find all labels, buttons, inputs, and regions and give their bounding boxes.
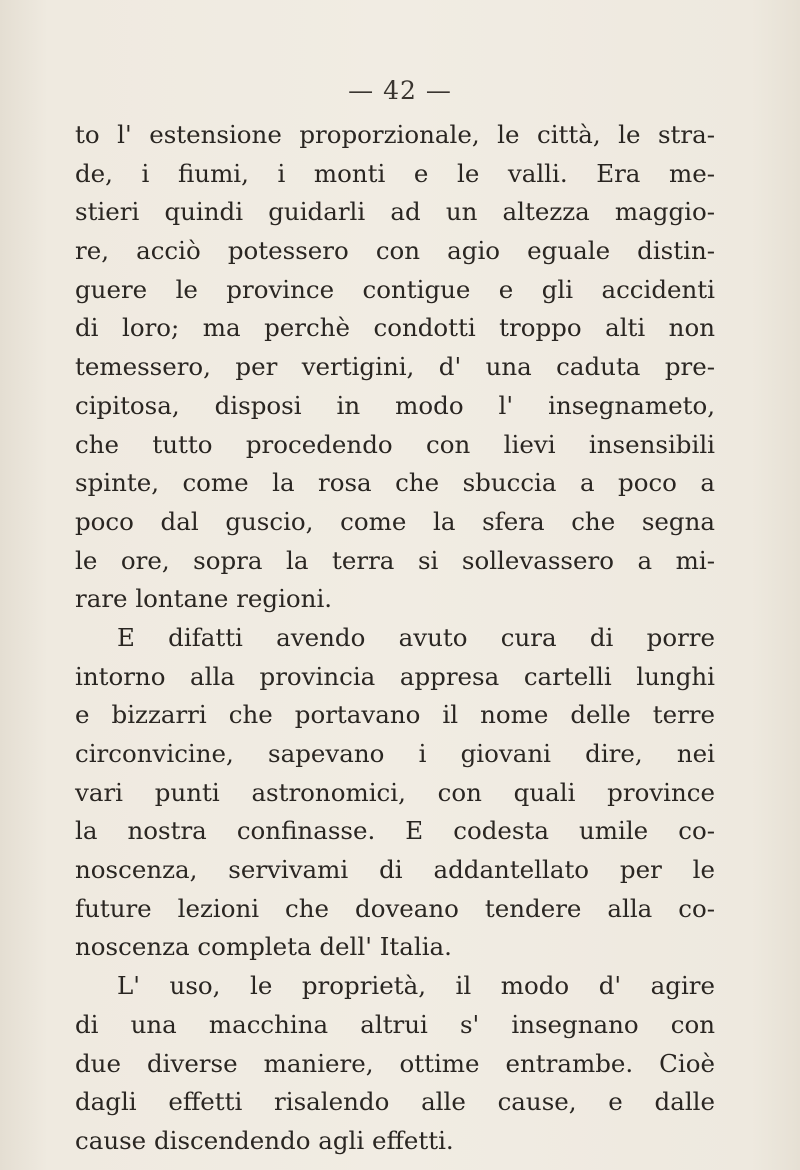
text-line: vari punti astronomici, con quali province	[75, 777, 715, 807]
text-line: di loro; ma perchè condotti troppo alti non	[75, 313, 715, 343]
page-number: — 42 —	[348, 76, 452, 105]
text-line: cipitosa, disposi in modo l' insegnameto,	[75, 390, 715, 420]
text-line: circonvicine, sapevano i giovani dire, nei	[75, 739, 715, 768]
text-line: le ore, sopra la terra si sollevassero a mi-	[75, 545, 715, 575]
text-line: cause discendendo agli effetti.	[75, 1125, 454, 1155]
text-line: L' uso, le proprietà, il modo d' agire	[117, 971, 715, 1001]
text-line: E difatti avendo avuto cura di porre	[117, 622, 715, 652]
text-line: stieri quindi guidarli ad un altezza maggio-	[75, 197, 715, 227]
text-line: rare lontane regioni.	[75, 584, 333, 614]
text-line: poco dal guscio, come la sfera che segna	[75, 506, 715, 536]
body-text	[75, 116, 715, 1161]
text-line: future lezioni che doveano tendere alla co-	[75, 893, 715, 923]
text-line: guere le province contigue e gli accidenti	[75, 274, 715, 304]
text-line: spinte, come la rosa che sbuccia a poco a	[75, 468, 715, 498]
text-line: dagli effetti risalendo alle cause, e dalle	[75, 1087, 715, 1117]
text-line: la nostra confinasse. E codesta umile co-	[75, 816, 715, 846]
text-line: de, i fiumi, i monti e le valli. Era me-	[75, 158, 715, 188]
text-line: noscenza, servivami di addantellato per le	[75, 855, 715, 885]
text-line: re, acciò potessero con agio eguale distin-	[75, 236, 715, 266]
text-line: intorno alla provincia appresa cartelli lunghi	[75, 661, 715, 691]
text-line: due diverse maniere, ottime entrambe. Cioè	[75, 1048, 715, 1078]
text-line: to l' estensione proporzionale, le città, le stra-	[75, 120, 715, 149]
text-line: temessero, per vertigini, d' una caduta pre-	[75, 352, 715, 382]
text-line: e bizzarri che portavano il nome delle terre	[75, 700, 715, 730]
text-line: noscenza completa dell' Italia.	[75, 932, 452, 962]
text-line: di una macchina altrui s' insegnano con	[75, 1009, 715, 1039]
text-line: che tutto procedendo con lievi insensibili	[75, 429, 715, 459]
